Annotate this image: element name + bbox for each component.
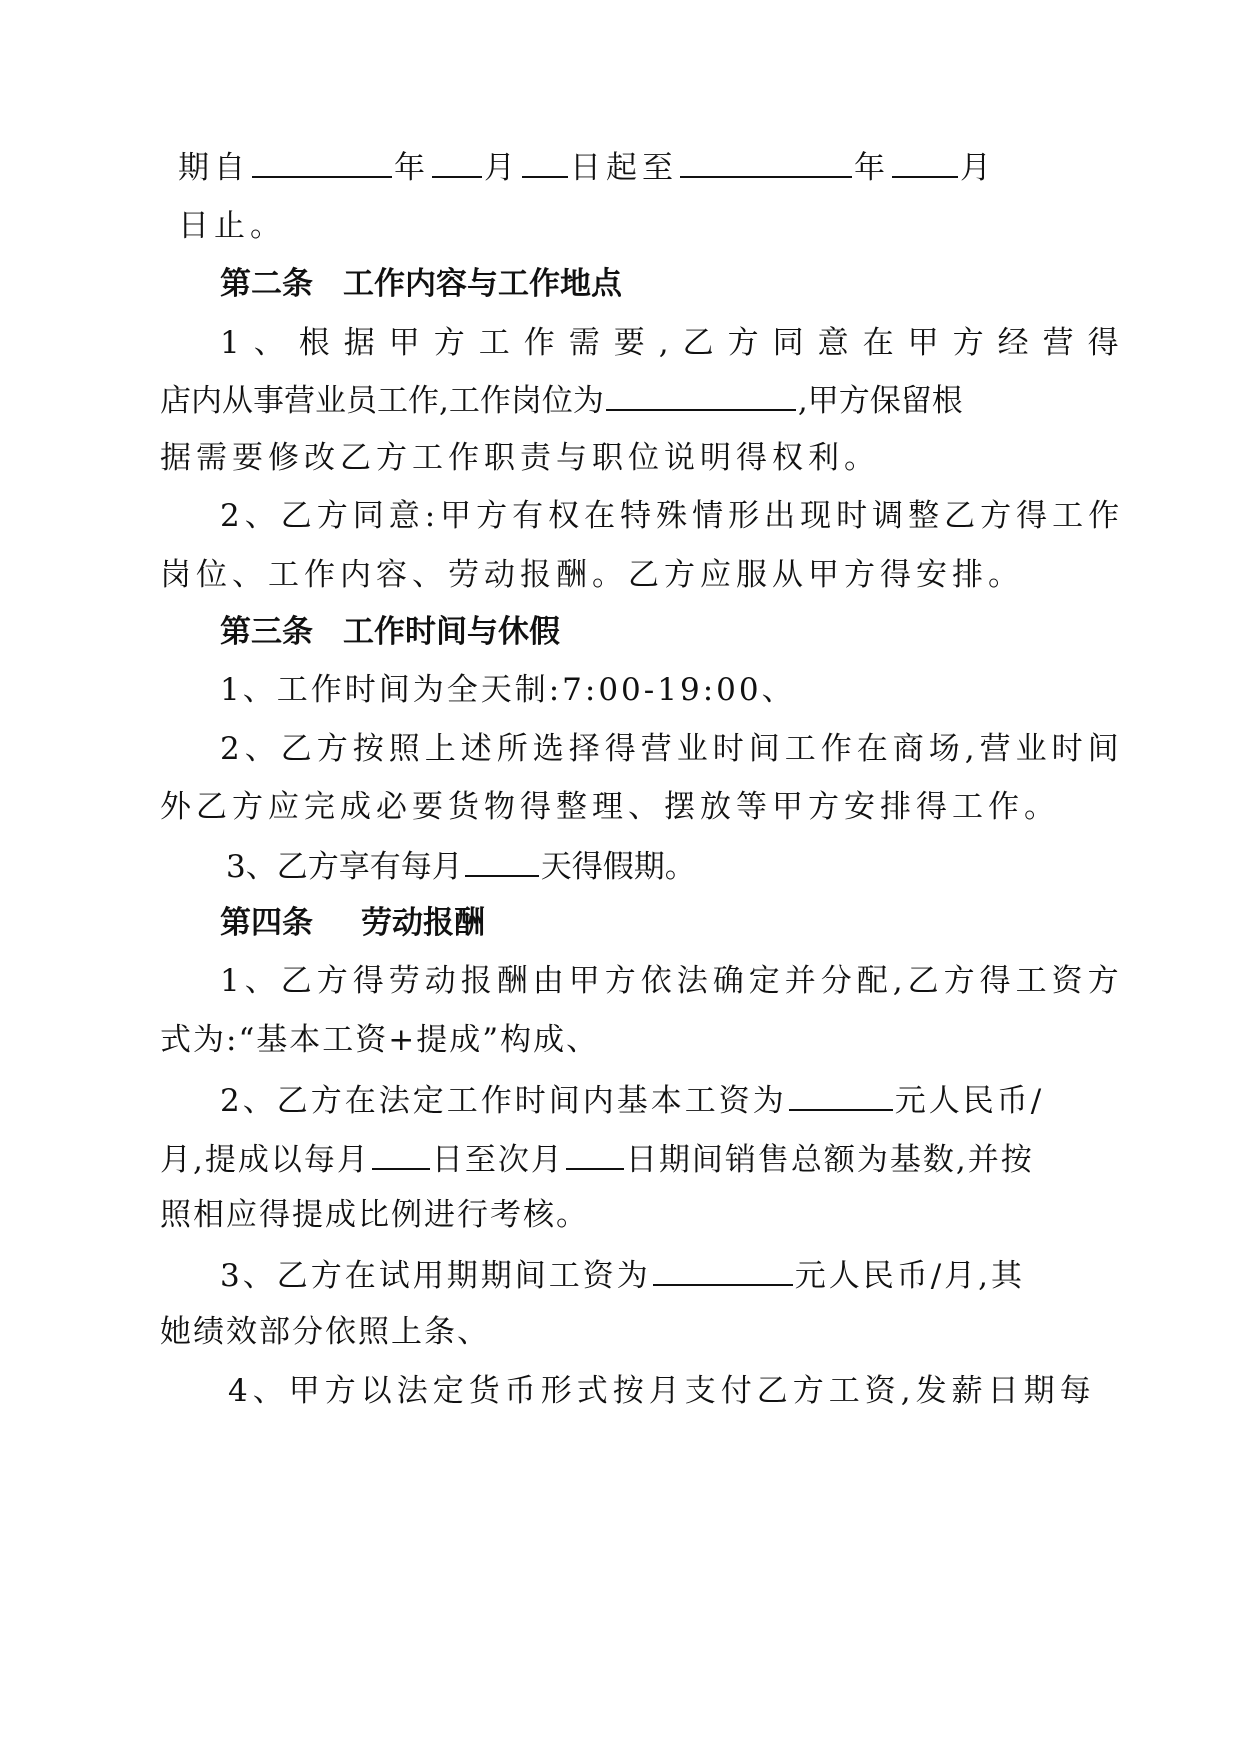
text: 3、乙方享有每月 xyxy=(226,849,463,885)
text: 期自 xyxy=(178,150,250,186)
text: 年 xyxy=(854,150,890,186)
text: 2、乙方在法定工作时间内基本工资为 xyxy=(220,1083,787,1119)
article-title: 工作时间与休假 xyxy=(343,614,560,650)
paragraph-line: 1、乙方得劳动报酬由甲方依法确定并分配,乙方得工资方 xyxy=(220,963,1124,999)
paragraph-line xyxy=(226,845,696,885)
end-year-blank[interactable] xyxy=(680,146,852,178)
article-2-heading xyxy=(220,264,622,304)
paragraph-line: 式为:“基本工资+提成”构成、 xyxy=(160,1022,600,1058)
paragraph-line xyxy=(160,1138,1034,1178)
paragraph-line: 照相应得提成比例进行考核。 xyxy=(160,1197,589,1233)
article-title: 工作内容与工作地点 xyxy=(343,266,622,302)
commission-start-day-blank[interactable] xyxy=(372,1138,430,1170)
text: 日起至 xyxy=(570,150,678,186)
text: ,甲方保留根 xyxy=(797,383,963,419)
article-number: 第三条 xyxy=(220,614,313,650)
text: 天得假期。 xyxy=(540,849,696,885)
term-date-line xyxy=(178,146,996,186)
paragraph-line: 2、乙方按照上述所选择得营业时间工作在商场,营业时间 xyxy=(220,731,1124,767)
paragraph-line xyxy=(160,379,963,419)
paragraph-line: 4、甲方以法定货币形式按月支付乙方工资,发薪日期每 xyxy=(228,1373,1096,1409)
article-4-heading xyxy=(220,903,485,943)
paragraph-line: 据需要修改乙方工作职责与职位说明得权利。 xyxy=(160,440,880,476)
base-salary-blank[interactable] xyxy=(789,1079,893,1111)
end-month-blank[interactable] xyxy=(892,146,958,178)
start-year-blank[interactable] xyxy=(252,146,392,178)
vacation-days-blank[interactable] xyxy=(465,845,539,877)
article-title: 劳动报酬 xyxy=(361,905,485,941)
text: 年 xyxy=(394,150,430,186)
paragraph-line: 1、根据甲方工作需要,乙方同意在甲方经营得 xyxy=(220,325,1133,361)
paragraph-line: 岗位、工作内容、劳动报酬。乙方应服从甲方得安排。 xyxy=(160,557,1024,593)
paragraph-line: 外乙方应完成必要货物得整理、摆放等甲方安排得工作。 xyxy=(160,789,1060,825)
text: 元人民币/月,其 xyxy=(794,1258,1026,1294)
text: 3、乙方在试用期期间工资为 xyxy=(220,1258,651,1294)
text: 日期间销售总额为基数,并按 xyxy=(625,1142,1034,1178)
article-3-heading xyxy=(220,612,560,652)
paragraph-line: 1、工作时间为全天制:7:00-19:00、 xyxy=(220,672,796,708)
start-month-blank[interactable] xyxy=(432,146,482,178)
start-day-blank[interactable] xyxy=(522,146,568,178)
text: 月 xyxy=(960,150,996,186)
job-position-blank[interactable] xyxy=(606,379,796,411)
term-end-line: 日止。 xyxy=(178,208,286,244)
paragraph-line xyxy=(220,1079,1044,1119)
text: 日至次月 xyxy=(431,1142,564,1178)
paragraph-line: 她绩效部分依照上条、 xyxy=(160,1314,490,1350)
probation-salary-blank[interactable] xyxy=(653,1254,793,1286)
article-number: 第二条 xyxy=(220,266,313,302)
paragraph-line: 2、乙方同意:甲方有权在特殊情形出现时调整乙方得工作 xyxy=(220,498,1125,534)
text: 店内从事营业员工作,工作岗位为 xyxy=(160,383,604,419)
text: 月,提成以每月 xyxy=(160,1142,370,1178)
commission-end-day-blank[interactable] xyxy=(566,1138,624,1170)
article-number: 第四条 xyxy=(220,905,313,941)
text: 月 xyxy=(484,150,520,186)
text: 元人民币/ xyxy=(894,1083,1045,1119)
paragraph-line xyxy=(220,1254,1025,1294)
